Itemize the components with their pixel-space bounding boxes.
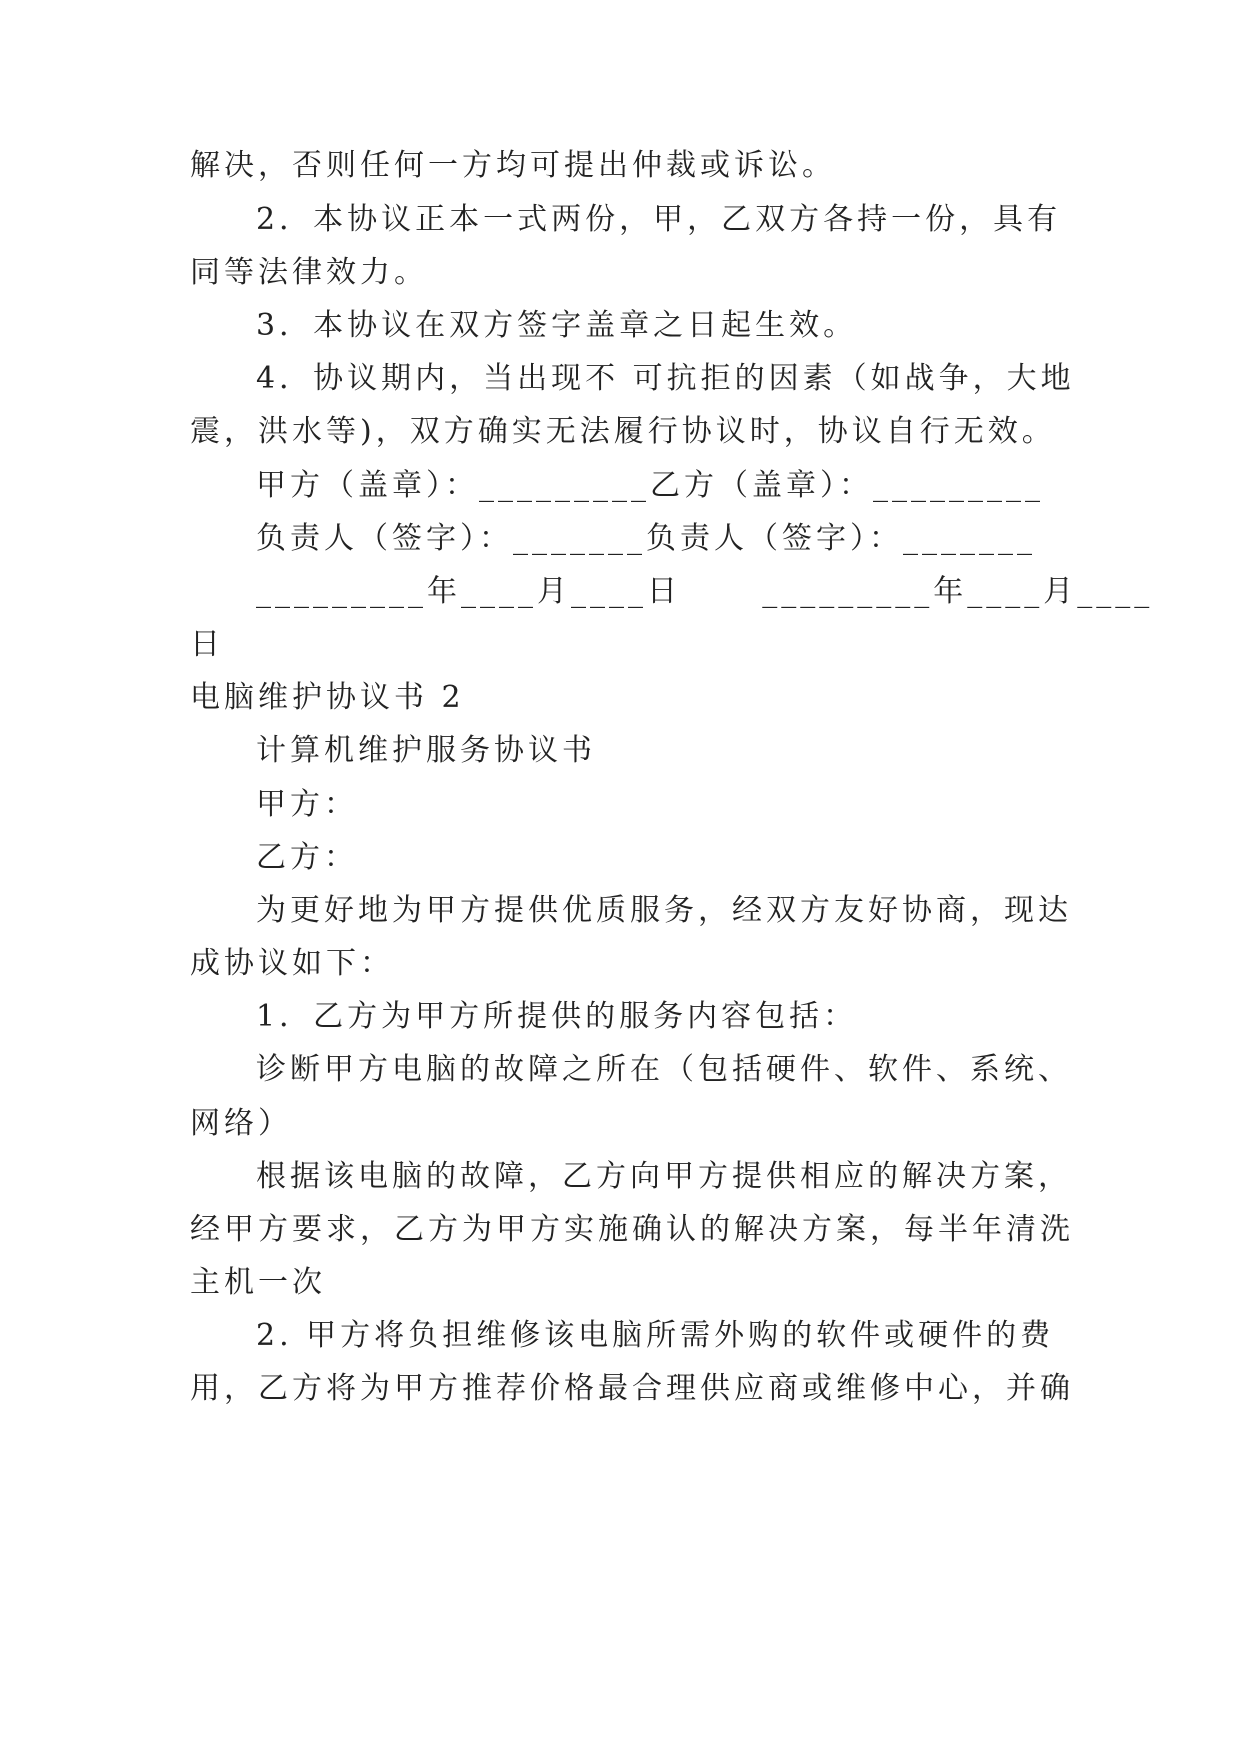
text-line: 根据该电脑的故障，乙方向甲方提供相应的解决方案， xyxy=(256,1159,1072,1194)
text-line: 为更好地为甲方提供优质服务，经双方友好协商，现达 xyxy=(256,893,1072,928)
text-line: 诊断甲方电脑的故障之所在（包括硬件、软件、系统、 xyxy=(256,1052,1072,1087)
text-line: 4．协议期内，当出现不 可抗拒的因素（如战争，大地 xyxy=(256,361,1075,396)
text-line: 用，乙方将为甲方推荐价格最合理供应商或维修中心，并确 xyxy=(190,1371,1074,1406)
text-line: 日 xyxy=(190,627,224,662)
text-line: 成协议如下： xyxy=(190,946,394,981)
signature-line-party-seal: 甲方（盖章）：_________乙方（盖章）：_________ xyxy=(256,468,1044,503)
signature-line-date: _________年____月____日 _________年____月____ xyxy=(256,574,1154,609)
text-line: 同等法律效力。 xyxy=(190,255,428,290)
text-line: 主机一次 xyxy=(190,1265,326,1300)
text-line: 3．本协议在双方签字盖章之日起生效。 xyxy=(256,308,858,343)
text-line: 网络） xyxy=(190,1106,292,1141)
text-line: 2．本协议正本一式两份，甲，乙双方各持一份，具有 xyxy=(256,202,1062,237)
section-heading: 电脑维护协议书 2 xyxy=(190,680,465,715)
text-line: 震，洪水等)，双方确实无法履行协议时，协议自行无效。 xyxy=(190,414,1056,449)
signature-line-representative: 负责人（签字）：_______负责人（签字）：_______ xyxy=(256,521,1036,556)
text-line: 1．乙方为甲方所提供的服务内容包括： xyxy=(256,999,858,1034)
party-b-label: 乙方： xyxy=(256,840,358,875)
text-line: 2. 甲方将负担维修该电脑所需外购的软件或硬件的费 xyxy=(256,1318,1055,1353)
party-a-label: 甲方： xyxy=(256,787,358,822)
document-title: 计算机维护服务协议书 xyxy=(256,733,596,768)
text-line: 经甲方要求，乙方为甲方实施确认的解决方案，每半年清洗 xyxy=(190,1212,1074,1247)
text-line: 解决，否则任何一方均可提出仲裁或诉讼。 xyxy=(190,148,836,183)
